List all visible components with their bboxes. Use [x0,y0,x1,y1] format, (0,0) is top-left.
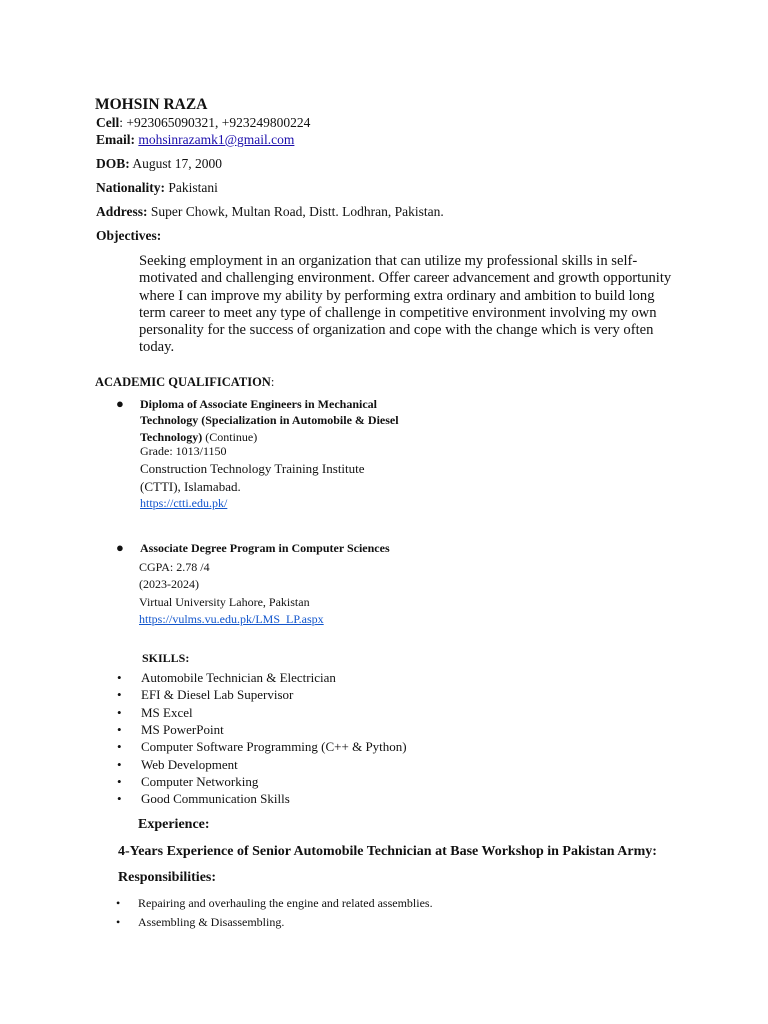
bullet-small-icon: • [117,722,122,737]
qualification-2-title: Associate Degree Program in Computer Sciences [140,541,390,555]
skill-item: MS PowerPoint [141,722,224,737]
skill-item: Computer Networking [141,774,259,789]
bullet-small-icon: • [117,774,122,789]
skills-heading: SKILLS: [142,651,190,665]
skill-item: Good Communication Skills [141,791,290,806]
nationality-value: Pakistani [168,180,218,195]
bullet-small-icon: • [117,757,122,772]
qualification-1-link[interactable]: https://ctti.edu.pk/ [140,496,228,510]
responsibilities-heading: Responsibilities: [118,870,217,885]
qualification-2-cgpa: CGPA: 2.78 /4 [139,560,210,574]
skill-item: Web Development [141,757,238,772]
bullet-small-icon: • [116,915,121,929]
skill-item: Computer Software Programming (C++ & Python) [141,739,407,754]
experience-heading: Experience: [138,817,210,832]
dob-line [96,156,222,172]
candidate-name: MOHSIN RAZA [95,96,208,113]
dob-label: DOB: [96,156,130,171]
qualification-2-link[interactable]: https://vulms.vu.edu.pk/LMS_LP.aspx [139,612,324,626]
cell-line [96,115,310,131]
address-line [96,204,444,220]
qualification-2-institute: Virtual University Lahore, Pakistan [139,595,310,609]
email-line [96,132,294,148]
bullet-dot-icon: ● [116,396,124,411]
academic-heading: ACADEMIC QUALIFICATION [95,375,271,389]
objectives-heading: Objectives: [96,228,162,243]
qualification-1-institute-line2: (CTTI), Islamabad. [140,479,241,494]
academic-heading-colon: : [270,375,275,389]
responsibility-item: Repairing and overhauling the engine and related assemblies. [138,896,433,910]
bullet-small-icon: • [117,791,122,806]
bullet-small-icon: • [117,670,122,685]
qualification-2-years: (2023-2024) [139,577,199,591]
dob-value: August 17, 2000 [132,156,223,171]
nationality-label: Nationality: [96,180,165,195]
objectives-text: Seeking employment in an organization that can utilize my professional skills in self-motivated and challenging environment. Offer career advancement and growth opportunity where I can improve my ability by performing extra ordinary and ambition to build long term career to meet any type of challenge in competitive environment involving my own personality for the success of organization and cope with the change which is very often today. [139,253,672,356]
cell-label: Cell [96,115,120,130]
nationality-line [96,180,218,196]
email-link[interactable]: mohsinrazamk1@gmail.com [138,132,295,147]
address-label: Address: [96,204,148,219]
responsibility-item: Assembling & Disassembling. [138,915,285,929]
qualification-1-title-block [140,396,400,445]
bullet-small-icon: • [116,896,121,910]
experience-title: 4-Years Experience of Senior Automobile Technician at Base Workshop in Pakistan Army: [118,844,657,859]
academic-heading-line [95,375,274,390]
qualification-1-grade: Grade: 1013/1150 [140,444,227,458]
qualification-1-institute-line1: Construction Technology Training Institute [140,461,365,476]
bullet-small-icon: • [117,687,122,702]
qualification-1-status: (Continue) [202,429,258,444]
skill-item: Automobile Technician & Electrician [141,670,336,685]
skill-item: MS Excel [141,705,193,720]
address-value: Super Chowk, Multan Road, Distt. Lodhran, Pakistan. [150,204,444,219]
qualification-1-title: Diploma of Associate Engineers in Mechanical Technology (Specialization in Automobile & Diesel Technology) [140,397,399,444]
bullet-small-icon: • [117,739,122,754]
cell-value: : +923065090321, +923249800224 [119,115,311,130]
bullet-dot-icon: ● [116,540,124,555]
skill-item: EFI & Diesel Lab Supervisor [141,687,294,702]
bullet-small-icon: • [117,705,122,720]
email-label: Email: [96,132,135,147]
